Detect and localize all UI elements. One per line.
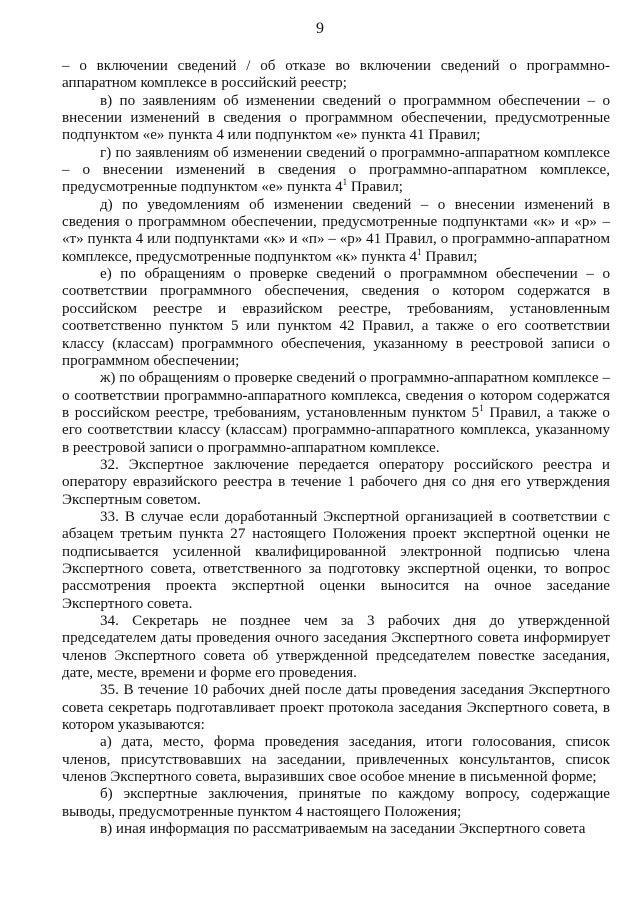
paragraph-text: Правил;: [347, 179, 403, 196]
paragraph: [62, 734, 610, 786]
superscript: 1: [342, 177, 348, 188]
page-number: 9: [316, 20, 324, 37]
paragraph: [62, 266, 610, 370]
paragraph-text: е) по обращениям о проверке сведений о программном обеспечении – о соответствии программного обеспечения, сведения о котором содержатся в российском реестре и евразийском реестре, требованиям, установленным соответственно пунктом 5 или пунктом 42 Правил, а также о его соответствии классу (классам) программного обеспечения, указанному в реестровой записи о программном обеспечении;: [62, 266, 610, 369]
superscript: 1: [479, 402, 484, 413]
paragraph-text: г) по заявлениям об изменении сведений о программно-аппаратном комплексе – о внесении изменений в сведения о программно-аппаратном комплексе, предусмотренные подпунктом «е» пункта 4: [62, 144, 610, 196]
superscript: 1: [417, 246, 422, 257]
paragraph: [62, 682, 610, 734]
paragraph: [62, 509, 610, 613]
paragraph-text: 32. Экспертное заключение передается оператору российского реестра и оператору евразийского реестра в течение 1 рабочего дня со дня его утверждения Экспертным советом.: [62, 456, 610, 508]
paragraph-text: 35. В течение 10 рабочих дней после даты проведения заседания Экспертного совета секретарь подготавливает проект протокола заседания Экспертного совета, в котором указываются:: [62, 682, 610, 734]
paragraph: [62, 821, 610, 838]
paragraph-text: Правил, а также о его соответствии классу (классам) программно-аппаратного комплекса, указанному в реестровой записи о программно-аппаратном комплексе.: [62, 404, 610, 456]
paragraph-text: 33. В случае если доработанный Экспертной организацией в соответствии с абзацем третьим пункта 27 настоящего Положения проект экспертной оценки не подписывается усиленной квалифицированной электронной подписью члена Экспертного совета, ответственного за подготовку экспертной оценки, то вопрос рассмотрения проекта экспертной оценки выносится на очное заседание Экспертного совета.: [62, 508, 610, 612]
paragraph-text: б) экспертные заключения, принятые по каждому вопросу, содержащие выводы, предусмотренные пунктом 4 настоящего Положения;: [62, 786, 610, 820]
document-body: [62, 58, 610, 838]
paragraph: [62, 93, 610, 145]
paragraph: [62, 58, 610, 93]
paragraph-text: ж) по обращениям о проверке сведений о программно-аппаратном комплексе – о соответствии программно-аппаратного комплекса, сведения о котором содержатся в российском реестре, требованиям, установленным пунктом 5: [62, 370, 610, 421]
paragraph-text: в) иная информация по рассматриваемым на заседании Экспертного совета: [100, 821, 586, 838]
paragraph: [62, 786, 610, 821]
paragraph-text: 34. Секретарь не позднее чем за 3 рабочих дня до утвержденной председателем даты проведения очного заседания Экспертного совета информирует членов Экспертного совета об утвержденной председателем повестке заседания, дате, месте, времени и форме его проведения.: [62, 613, 610, 682]
paragraph-text: – о включении сведений / об отказе во включении сведений о программно-аппаратном комплексе в российский реестр;: [62, 58, 610, 92]
paragraph-text: д) по уведомлениям об изменении сведений – о внесении изменений в сведения о программном обеспечении, предусмотренные подпунктами «к» и «р» – «т» пункта 4 или подпунктами «к» и «п» – «р» 41 Правил, о программно-аппаратном комплексе, предусмотренные подпунктом «к» пункта 4: [62, 196, 610, 265]
paragraph: [62, 197, 610, 266]
paragraph-text: а) дата, место, форма проведения заседания, итоги голосования, список членов, присутствовавших на заседании, привлеченных консультантов, список членов Экспертного совета, выразивших свое особое мнение в письменной форме;: [62, 734, 610, 786]
paragraph: [62, 145, 610, 197]
paragraph-text: в) по заявлениям об изменении сведений о программном обеспечении – о внесении изменений в сведения о программном обеспечении, предусмотренные подпунктом «е» пункта 4 или подпунктом «е» пункта 41 Правил;: [62, 92, 610, 144]
paragraph-text: Правил;: [421, 248, 478, 265]
paragraph: [62, 370, 610, 457]
paragraph: [62, 457, 610, 509]
paragraph: [62, 613, 610, 682]
